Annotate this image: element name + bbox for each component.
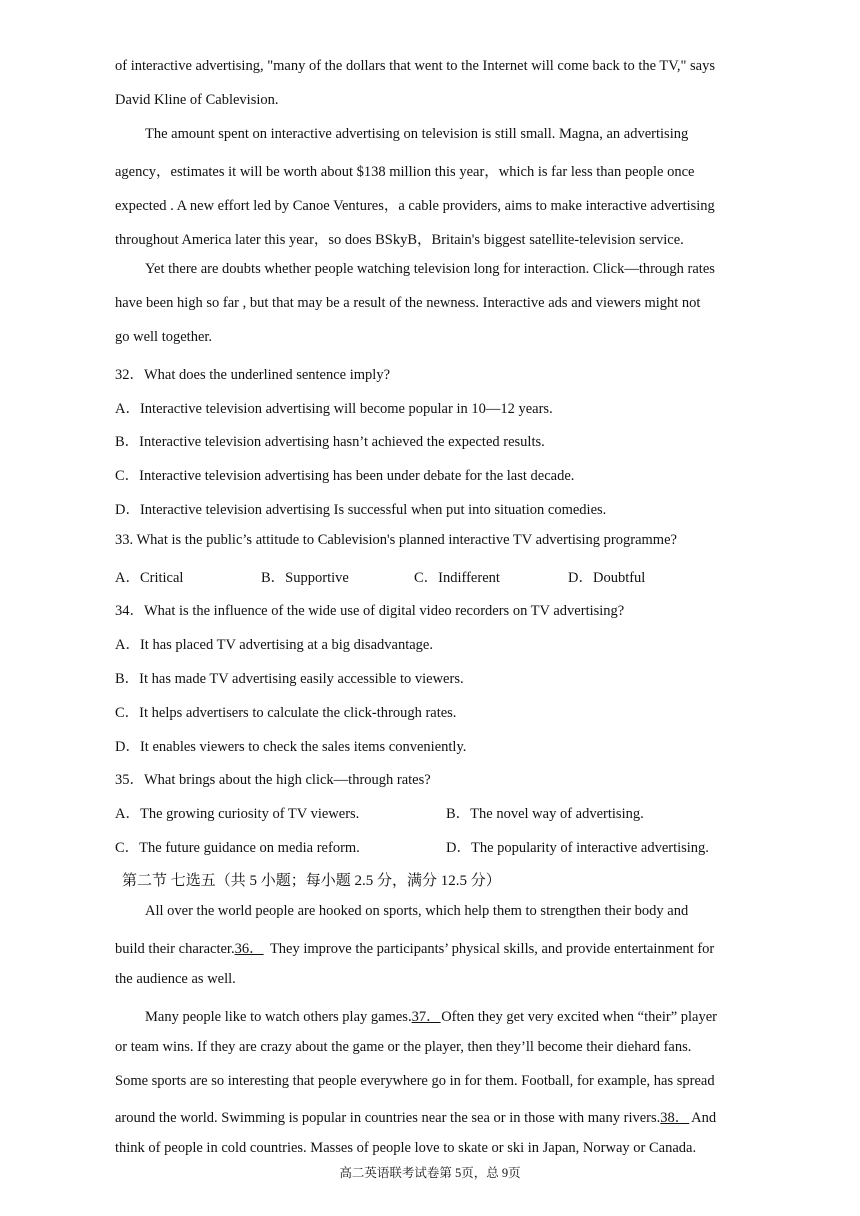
- question-35-option-a: A．The growing curiosity of TV viewers.: [115, 806, 360, 822]
- text-segment: And: [691, 1110, 717, 1126]
- passage-line: Some sports are so interesting that people everywhere go in for them. Football, for example, has spread: [115, 1073, 715, 1089]
- question-35-option-c: C．The future guidance on media reform.: [115, 840, 360, 856]
- question-32-stem: 32．What does the underlined sentence imply?: [115, 367, 391, 383]
- question-33-stem: 33. What is the public’s attitude to Cablevision's planned interactive TV advertising programme?: [115, 532, 677, 548]
- passage-line: throughout America later this year，so does BSkyB，Britain's biggest satellite-television service.: [115, 232, 684, 248]
- question-34-option-b: B．It has made TV advertising easily accessible to viewers.: [115, 671, 464, 687]
- question-33-option-d: D．Doubtful: [568, 570, 646, 586]
- passage-line: or team wins. If they are crazy about the game or the player, then they’ll become their diehard fans.: [115, 1039, 692, 1055]
- text-segment: Often they get very excited when “their” player: [441, 1009, 717, 1025]
- question-34-stem: 34．What is the influence of the wide use of digital video recorders on TV advertising?: [115, 603, 625, 619]
- passage-line: have been high so far , but that may be a result of the newness. Interactive ads and viewers might not: [115, 295, 701, 311]
- question-34-option-d: D．It enables viewers to check the sales items conveniently.: [115, 739, 467, 755]
- passage-line: All over the world people are hooked on sports, which help them to strengthen their body and: [145, 903, 689, 919]
- blank-38: 38．: [660, 1110, 690, 1126]
- question-32-option-c: C．Interactive television advertising has been under debate for the last decade.: [115, 468, 575, 484]
- text-segment: Many people like to watch others play games.: [145, 1009, 412, 1025]
- text-segment: They improve the participants’ physical skills, and provide entertainment for: [269, 941, 715, 957]
- passage-line: expected . A new effort led by Canoe Ventures，a cable providers, aims to make interactive advertising: [115, 198, 715, 214]
- blank-37: 37．: [411, 1009, 441, 1025]
- question-34-option-c: C．It helps advertisers to calculate the click-through rates.: [115, 705, 457, 721]
- question-32-option-a: A．Interactive television advertising will become popular in 10—12 years.: [115, 401, 553, 417]
- question-33-option-b: B．Supportive: [261, 570, 349, 586]
- passage-line: go well together.: [115, 329, 213, 345]
- blank-36: 36．: [234, 941, 264, 957]
- passage-line: [115, 1106, 716, 1127]
- question-35-option-b: B．The novel way of advertising.: [446, 806, 644, 822]
- passage-line: Yet there are doubts whether people watching television long for interaction. Click—through rates: [145, 261, 715, 277]
- question-34-option-a: A．It has placed TV advertising at a big disadvantage.: [115, 637, 433, 653]
- question-33-option-c: C．Indifferent: [414, 570, 500, 586]
- page-footer: 高二英语联考试卷第 5页，总 9页: [339, 1166, 521, 1180]
- text-segment: build their character.: [115, 941, 235, 957]
- passage-line: [115, 937, 714, 958]
- text-segment: around the world. Swimming is popular in countries near the sea or in those with many rivers.: [115, 1110, 661, 1126]
- passage-line: [145, 1005, 717, 1026]
- question-35-option-d: D．The popularity of interactive advertising.: [446, 840, 709, 856]
- passage-line: think of people in cold countries. Masses of people love to skate or ski in Japan, Norway or Canada.: [115, 1140, 697, 1156]
- passage-line: agency，estimates it will be worth about $138 million this year，which is far less than people once: [115, 164, 695, 180]
- question-32-option-d: D．Interactive television advertising Is successful when put into situation comedies.: [115, 502, 607, 518]
- passage-line: David Kline of Cablevision.: [115, 92, 279, 108]
- passage-line: of interactive advertising, "many of the dollars that went to the Internet will come back to the TV," says: [115, 58, 716, 74]
- passage-line: The amount spent on interactive advertising on television is still small. Magna, an advertising: [145, 126, 689, 142]
- question-33-option-a: A．Critical: [115, 570, 184, 586]
- section-heading: 第二节 七选五（共 5 小题；每小题 2.5 分，满分 12.5 分）: [122, 873, 501, 889]
- question-32-option-b: B．Interactive television advertising hasn’t achieved the expected results.: [115, 434, 545, 450]
- passage-line: the audience as well.: [115, 971, 236, 987]
- question-35-stem: 35．What brings about the high click—through rates?: [115, 772, 431, 788]
